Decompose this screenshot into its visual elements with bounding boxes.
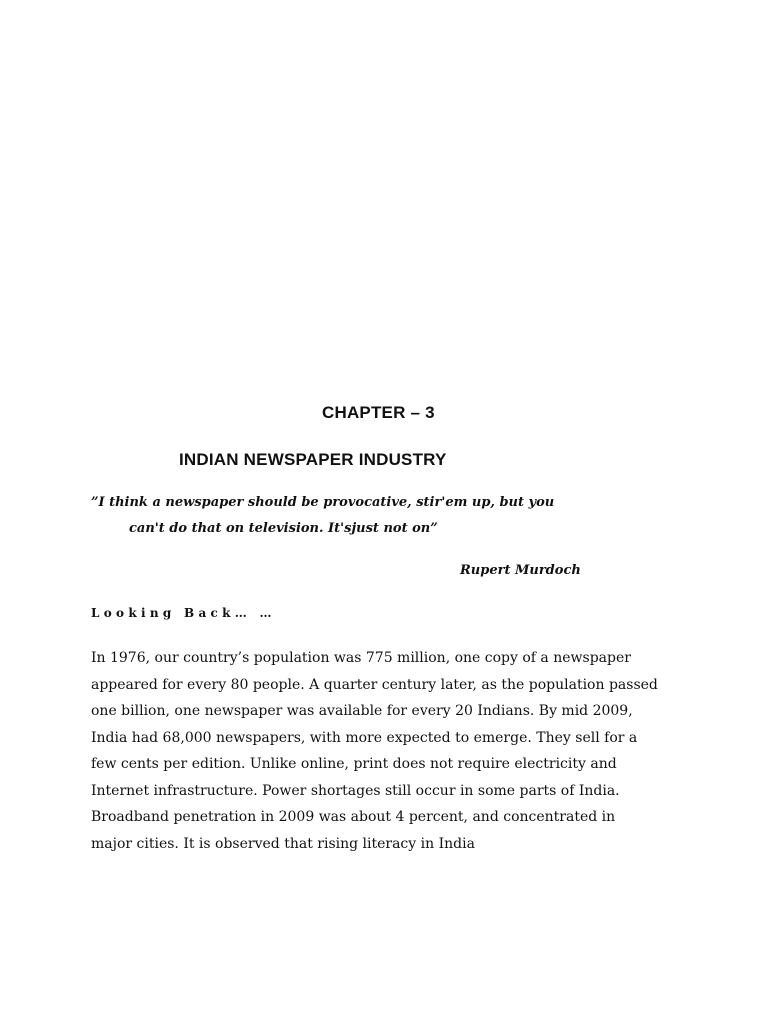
paragraph-line: India had 68,000 newspapers, with more expected to emerge. They sell for a	[91, 729, 638, 746]
paragraph-line: In 1976, our country’s population was 775 million, one copy of a newspaper	[91, 650, 631, 666]
paragraph-line: few cents per edition. Unlike online, print does not require electricity and	[91, 756, 617, 772]
paragraph-line: major cities. It is observed that rising literacy in India	[91, 835, 475, 852]
paragraph-line: Internet infrastructure. Power shortages still occur in some parts of India.	[91, 782, 620, 799]
body-paragraph	[91, 645, 691, 857]
section-heading: Looking Back… …	[91, 606, 276, 620]
paragraph-line: Broadband penetration in 2009 was about 4 percent, and concentrated in	[91, 809, 616, 825]
chapter-heading: CHAPTER – 3	[322, 403, 435, 422]
epigraph-line-2: can't do that on television. It'sjust not on”	[129, 521, 438, 536]
paragraph-line: appeared for every 80 people. A quarter century later, as the population passed	[91, 676, 658, 693]
epigraph-line-1: ”I think a newspaper should be provocative, stir'em up, but you	[91, 495, 555, 510]
epigraph-author: Rupert Murdoch	[460, 563, 581, 578]
paragraph-line: one billion, one newspaper was available for every 20 Indians. By mid 2009,	[91, 703, 633, 719]
chapter-title: INDIAN NEWSPAPER INDUSTRY	[179, 450, 447, 469]
